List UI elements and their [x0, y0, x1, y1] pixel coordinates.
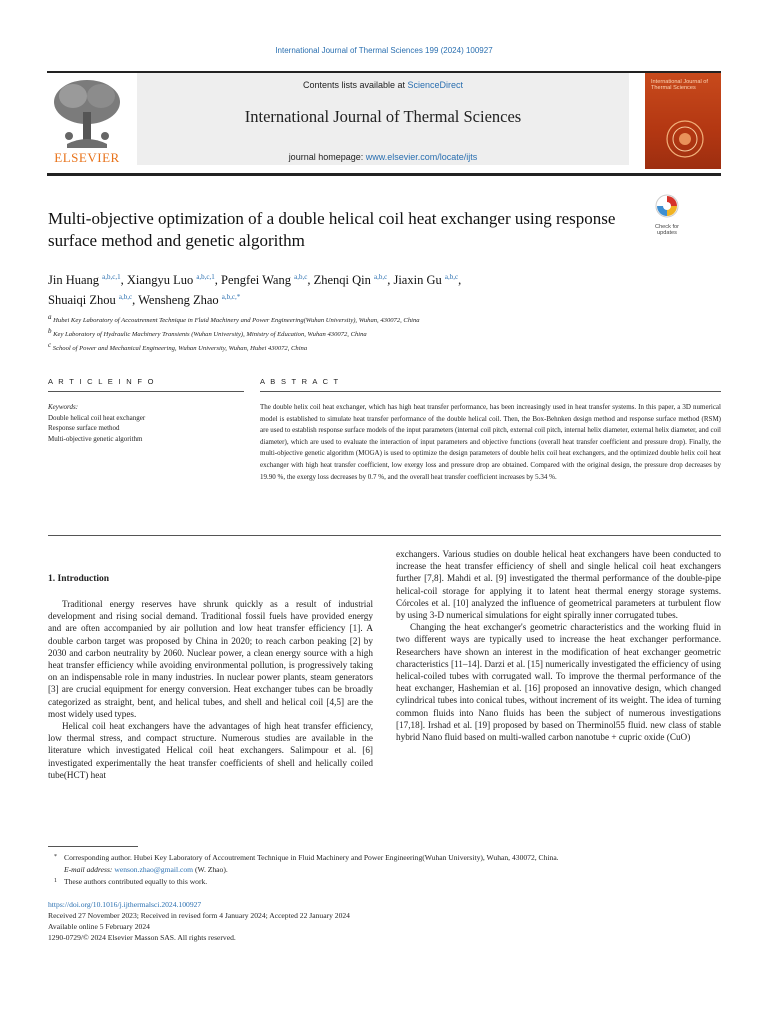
abstract-rule — [260, 391, 721, 392]
affiliation-mark: c — [48, 341, 52, 350]
footnote-mark: * — [54, 854, 57, 860]
doi-link[interactable]: https://doi.org/10.1016/j.ijthermalsci.2024.100927 — [48, 900, 202, 909]
cover-title: International Journal of Thermal Sciences — [651, 79, 708, 92]
affiliation-text: Hubei Key Laboratory of Accoutrement Technique in Fluid Machinery and Power Engineering(Wuhan University), Wuhan, 430072, China — [53, 317, 420, 325]
equal-contribution-text: These authors contributed equally to this work. — [64, 877, 208, 886]
corresponding-author-note — [48, 852, 721, 864]
affiliation — [48, 312, 648, 326]
cover-graphic-icon — [663, 117, 707, 161]
author[interactable] — [138, 293, 240, 307]
author-affiliation-marks[interactable]: a,b,c,* — [221, 293, 241, 302]
journal-title: International Journal of Thermal Sciences — [244, 107, 522, 126]
header-bottom-rule — [47, 173, 721, 176]
right-column — [396, 548, 721, 743]
affiliation-mark: b — [48, 327, 52, 336]
history-dates: Received 27 November 2023; Received in revised form 4 January 2024; Accepted 22 January 2024 — [48, 911, 350, 920]
introduction-heading: 1. Introduction — [48, 574, 110, 584]
affiliation-text: Key Laboratory of Hydraulic Machinery Transients (Wuhan University), Ministry of Education, Wuhan 430072, China — [53, 331, 367, 339]
check-for-updates-badge[interactable] — [648, 193, 686, 236]
body-paragraph: exchangers. Various studies on double helical heat exchangers have been conducted to increase the heat transfer efficiency of shell and single helical coil heat exchangers further [7,8]. Mahdi et al. [9] investigated the thermal performance of the double-pipe helical-coil storage for applying it to latent heat thermal energy storage systems. Córcoles et al. [10] analyzed the influence of geometrical parameters at turbulent flow by using 3-D numerical simulations for eight spirally inner corrugated tubes. — [396, 549, 721, 621]
affiliation-list — [48, 312, 648, 355]
author-name: Jiaxin Gu — [393, 273, 442, 288]
journal-cover-thumbnail[interactable] — [645, 73, 721, 169]
author-name: Shuaiqi Zhou — [48, 293, 116, 308]
footnote-rule — [48, 846, 138, 847]
author-affiliation-marks[interactable]: a,b,c,1 — [102, 273, 121, 281]
author-list: Jin Huang $^{a,b,c,1}$, Xiangyu Luo $^{a,b,c,1}$, Pengfei Wang $^{a,b,c}$, Zhenqi Qin $^{a,b,c}$, Jiaxin Gu $^{a,b,c}$, Shuaiqi Zhou $^{a,b,c}$, Wensheng Zhao $^{a,b,c,*}$ — [48, 273, 462, 308]
email-suffix: (W. Zhao). — [193, 865, 228, 874]
author-affiliation-marks[interactable]: a,b,c,1 — [196, 273, 215, 281]
keywords-block — [48, 402, 244, 444]
body-paragraph: Changing the heat exchanger's geometric characteristics and the working fluid in two different ways are typically used to increase the heat exchanger performance. Researchers have shown an interest in the modification of heat exchanger geometric characteristics [11–14]. Darzi et al. [15] numerically investigated the efficiency of using helical-coiled tubes with corrugated wall. To improve the thermal performance of the heat exchanger, Hashemian et al. [16] proposed an innovative design, which changed cylindrical tubes into conical tubes, without increment of its weight. The idea of turning common fluids into Nano fluids has been the subject of numerous investigations [17,18]. Irshad et al. [19] proposed by based on Therminol55 fluid. new class of stable hybrid Nano fluid based on multi-walled carbon nanotube + cupric oxide (CuO) — [396, 622, 721, 743]
journal-citation[interactable]: International Journal of Thermal Sciences 199 (2024) 100927 — [275, 46, 493, 55]
footnotes — [48, 852, 721, 888]
author-name: Pengfei Wang — [221, 273, 291, 288]
email-note — [48, 864, 721, 876]
author-name: Xiangyu Luo — [126, 273, 194, 288]
copyright-line: 1290-0729/© 2024 Elsevier Masson SAS. All rights reserved. — [48, 933, 236, 942]
section-divider — [48, 535, 721, 536]
left-column — [48, 598, 373, 781]
affiliation — [48, 326, 648, 340]
author[interactable] — [48, 293, 132, 307]
keyword: Multi-objective genetic algorithm — [48, 434, 143, 443]
paper-title: Multi-objective optimization of a double helical coil heat exchanger using response surface method and genetic algorithm — [48, 209, 616, 250]
author[interactable] — [48, 273, 121, 287]
email-label: E-mail address: — [64, 865, 115, 874]
homepage-line — [137, 152, 629, 162]
article-info-heading: A R T I C L E I N F O — [48, 377, 156, 386]
homepage-link[interactable]: www.elsevier.com/locate/ijts — [365, 152, 478, 162]
crossmark-label: Check for updates — [655, 224, 679, 236]
article-info-rule — [48, 391, 244, 392]
abstract-text: The double helix coil heat exchanger, which has high heat transfer performance, has been increasingly used in heat transfer systems. In this paper, a 3D numerical model is established to simulate heat transfer performance of the double helical coil. Then, the Box-Behnken design method and response surface method (RSM) are used to establish response surface models of the input parameters (internal coil pitch, external coil pitch, internal helix diameter, external helix diameter, and coil diameter), which are used to evaluate the interaction of input parameters and objective functions (overall heat transfer coefficient and pressure drop). Finally, the multi-objective genetic algorithm (MOGA) is used to optimize the design parameters of double helix coil heat exchangers, and the optimized double helix coil heat exchanger with high heat transfer coefficient, low exergy loss and pressure drop are obtained. Compared with the original design, the pressure drop decreases by 19.90 %, the exergy loss decreases by 0.7 %, and the overall heat transfer coefficient increases by 5.34 %. — [260, 403, 721, 481]
contents-line — [137, 80, 629, 90]
homepage-prefix: journal homepage: — [288, 152, 366, 162]
author-affiliation-marks[interactable]: a,b,c — [374, 273, 388, 281]
affiliation-mark: a — [48, 313, 52, 321]
email-link[interactable]: wenson.zhao@gmail.com — [114, 865, 194, 874]
publisher-name: ELSEVIER — [54, 150, 120, 165]
corresponding-author-text: Corresponding author. Hubei Key Laboratory of Accoutrement Technique in Fluid Machinery and Power Engineering(Wuhan University), Wuhan, 430072, China. — [64, 853, 559, 862]
author-affiliation-marks[interactable]: a,b,c — [294, 273, 308, 281]
author[interactable] — [221, 273, 307, 287]
body-paragraph: Helical coil heat exchangers have the advantages of high heat transfer efficiency, low thermal stress, and compact structure. Numerous studies are available in the literature which investigated Helical coil heat exchangers. Salimpour et al. [6] investigated experimentally the heat transfer coefficients of shell and helically coiled tube(HCT) heat — [48, 721, 373, 780]
affiliation — [48, 340, 648, 354]
crossmark-icon — [648, 193, 686, 219]
author-name: Wensheng Zhao — [138, 293, 219, 308]
affiliation-text: School of Power and Mechanical Engineering, Wuhan University, Wuhan, Hubei 430072, China — [52, 345, 308, 353]
footnote-mark: 1 — [54, 878, 57, 884]
article-metadata — [48, 899, 721, 943]
abstract-heading: A B S T R A C T — [260, 377, 340, 386]
author-affiliation-marks[interactable]: a,b,c — [444, 273, 459, 281]
contents-prefix: Contents lists available at — [302, 80, 408, 90]
body-paragraph: Traditional energy reserves have shrunk quickly as a result of industrial development and rising social demand. Traditional fossil fuels have provided energy and are often accompanied by air pollution and low heat transfer efficiency [1]. A double carbon target was proposed by China in 2020; to reach carbon peaking [2] by 2030 and carbon neutrality by 2060. Nuclear power, a clean energy source with a high heat transfer efficiency while avoiding environmental pollution, is progressively taking on an indispensable role in many industries. In nuclear power plants, steam generators [3] are crucial equipment for energy conversion. Heat exchanger tubes can be broadly categorized as straight, bent, and helical tubes, and shell and helical coil [4,5] are the most widely used types. — [48, 599, 373, 719]
keywords-label: Keywords: — [48, 403, 79, 411]
elsevier-logo[interactable] — [47, 74, 127, 164]
author[interactable] — [314, 273, 388, 287]
author-affiliation-marks[interactable]: a,b,c — [118, 293, 133, 302]
keyword: Response surface method — [48, 424, 120, 432]
keyword: Double helical coil heat exchanger — [48, 413, 146, 422]
sciencedirect-link[interactable]: ScienceDirect — [407, 80, 464, 90]
author-name: Zhenqi Qin — [313, 273, 371, 288]
author[interactable] — [127, 273, 215, 287]
author[interactable] — [393, 273, 458, 287]
author-name: Jin Huang — [48, 273, 100, 288]
online-date: Available online 5 February 2024 — [48, 922, 150, 931]
equal-contribution-note — [48, 876, 721, 888]
